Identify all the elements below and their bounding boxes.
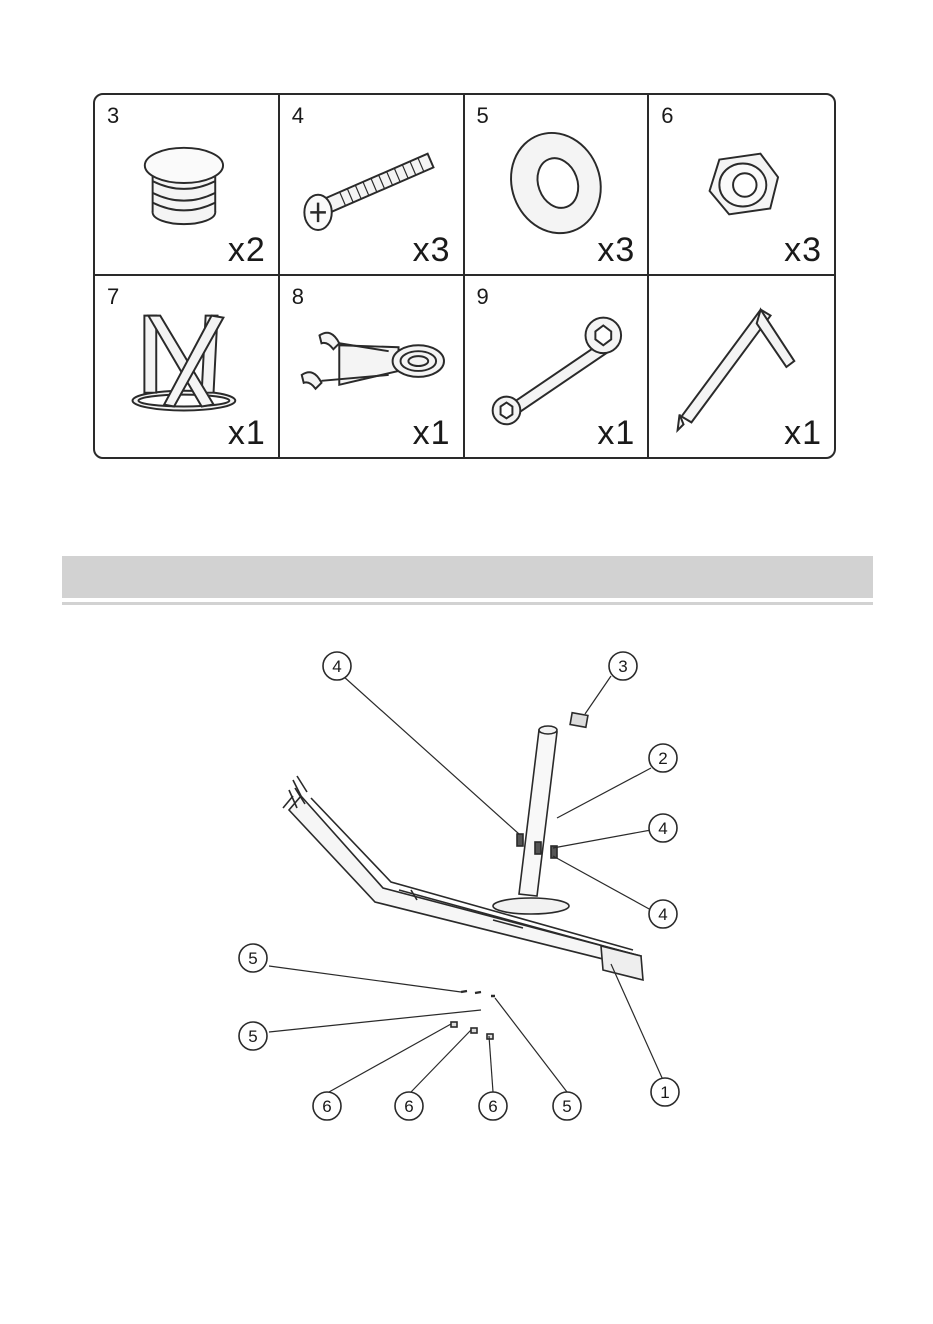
- callout-label: 4: [332, 657, 342, 676]
- part-qty: x2: [227, 231, 266, 269]
- part-qty: x3: [597, 231, 636, 269]
- callout-label: 2: [658, 749, 668, 768]
- part-cell-3: [95, 95, 280, 276]
- callout-label: 5: [562, 1097, 572, 1116]
- part-qty: x1: [597, 414, 636, 452]
- part-qty: x1: [412, 414, 451, 452]
- part-number: 4: [291, 103, 304, 128]
- section-header-bar: [62, 556, 873, 598]
- part-number: 8: [291, 284, 304, 309]
- callout-label: 1: [660, 1083, 670, 1102]
- part-number: 9: [476, 284, 489, 309]
- part-cell-5: [465, 95, 650, 276]
- part-number: 5: [476, 103, 489, 128]
- callout-label: 6: [322, 1097, 332, 1116]
- callout-label: 3: [618, 657, 628, 676]
- part-cell-6: [649, 95, 834, 276]
- part-number: 3: [107, 103, 120, 128]
- part-qty: x1: [784, 414, 822, 452]
- parts-grid: [93, 93, 836, 459]
- callout-label: 5: [248, 949, 258, 968]
- part-cell-8: [280, 276, 465, 457]
- part-qty: x3: [412, 231, 451, 269]
- callout-label: 4: [658, 905, 668, 924]
- callout-label: 5: [248, 1027, 258, 1046]
- assembly-diagram: [223, 620, 709, 1132]
- part-cell-10: [649, 276, 834, 457]
- part-cell-9: [465, 276, 650, 457]
- part-number: 7: [107, 284, 120, 309]
- callout-label: 6: [488, 1097, 498, 1116]
- part-number: 6: [661, 103, 674, 128]
- callout-label: 6: [404, 1097, 414, 1116]
- part-cell-4: [280, 95, 465, 276]
- callout-label: 4: [658, 819, 668, 838]
- section-divider: [62, 602, 873, 605]
- upright-post: [519, 730, 557, 896]
- part-qty: x3: [784, 231, 822, 269]
- part-cell-7: [95, 276, 280, 457]
- part-qty: x1: [227, 414, 266, 452]
